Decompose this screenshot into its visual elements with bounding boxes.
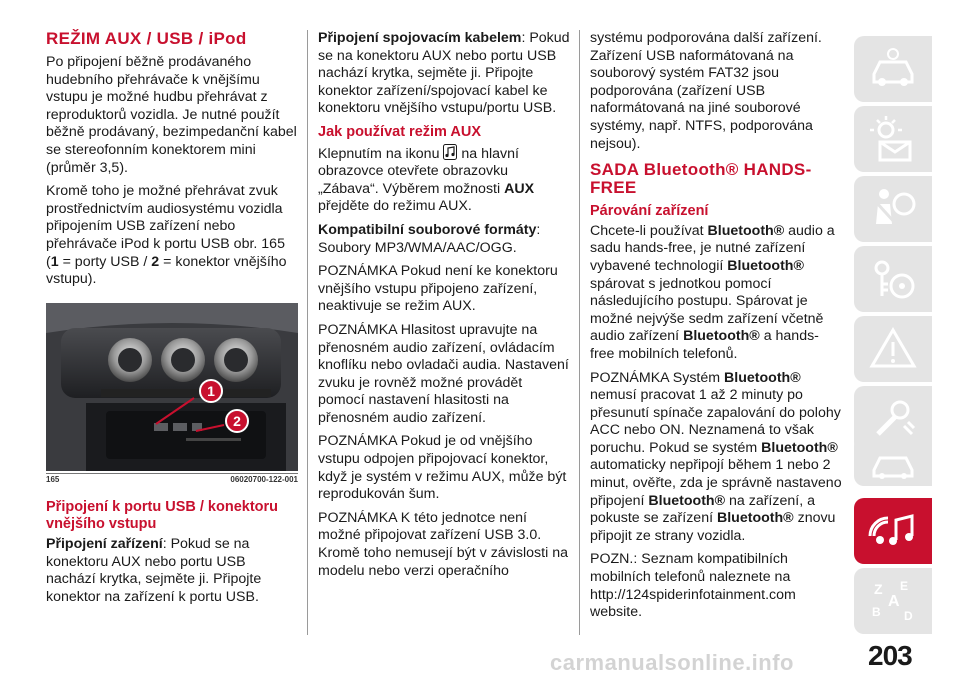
hazard-triangle-icon [866, 324, 920, 374]
car-data-icon [866, 444, 920, 484]
paragraph: Po připojení běžně prodávaného hudebního přehrávače k vnějšímu vstupu je možné hudbu přehrávat z reproduktorů vozidla. Je nutné použít běžně prodávaný, bezimpedanční kabel se stereofonním konektorem mini (průměr 3,5). [46, 54, 297, 176]
section-heading-aux-usb: REŽIM AUX / USB / iPod [46, 29, 247, 48]
paragraph: Klepnutím na ikonu na hlavní obrazovce otevřete obrazovku „Zábava“. Výběrem možnosti AUX přejděte do režimu AUX. [318, 145, 535, 215]
subheading-how-to-use-aux: Jak používat režim AUX [318, 123, 482, 140]
svg-text:Z: Z [874, 581, 883, 597]
tab-index[interactable] [854, 568, 932, 634]
usb-port-shape [154, 423, 168, 431]
figure-usb-aux-ports [46, 303, 298, 471]
marker-1-label: 1 [207, 382, 215, 399]
section-heading-bluetooth: SADA Bluetooth® HANDS-FREE [590, 160, 812, 198]
seatbelt-airbag-icon [866, 184, 920, 234]
paragraph: Připojení spojovacím kabelem: Pokud se na konektoru AUX nebo portu USB nachází krytka, sejměte ji. Připojte konektor zařízení/spojovací kabel ke konektoru vnějšího vstupu/portu USB. [318, 30, 570, 117]
paragraph: systému podporována další zařízení. Zařízení USB naformátovaná na souborový systém FAT32 jsou podporována (zařízení USB naformátovaná na jiné souborové systémy, např. NTFS, podporována nejsou). [590, 30, 822, 152]
dashboard-photo-illustration [46, 303, 298, 471]
subheading-usb-aux-connection: Připojení k portu USB / konektoru vnějšího vstupu [46, 498, 279, 533]
tab-multimedia[interactable] [854, 498, 932, 564]
tab-starting-driving[interactable] [854, 246, 932, 312]
column-divider [579, 30, 580, 635]
note: POZNÁMKA K této jednotce není možné připojovat zařízení USB 3.0. Kromě toho nemusejí být v závislosti na modelu nebo verzi operačního [318, 509, 568, 579]
note: POZNÁMKA Hlasitost upravujte na přenosném audio zařízení, ovládacím knoflíku nebo ovladači audia. Nastavení zvuku je rovněž možné provádět pomocí nastavení hlasitosti na přenosném audio zařízení. [318, 321, 569, 426]
index-letters-icon [866, 576, 920, 626]
column-2 [318, 30, 570, 586]
svg-text:B: B [872, 605, 881, 619]
column-3 [590, 30, 842, 628]
multimedia-music-icon [866, 506, 920, 556]
tab-warning-lights[interactable] [854, 106, 932, 172]
figure-code: 06020700-122-001 [230, 474, 298, 484]
car-info-icon [866, 44, 920, 94]
note: POZNÁMKA Pokud není ke konektoru vnějšího vstupu připojeno zařízení, neaktivuje se režim AUX. [318, 263, 558, 315]
warning-lights-icon [866, 114, 920, 164]
subheading-pairing: Párování zařízení [590, 203, 709, 220]
column-divider [307, 30, 308, 635]
tab-technical-data[interactable] [854, 436, 932, 486]
marker-2-label: 2 [233, 412, 241, 429]
figure-caption [46, 473, 298, 485]
note: POZN.: Seznam kompatibilních mobilních telefonů naleznete na http://124spiderinfotainment.com website. [590, 551, 796, 621]
column-1 [46, 30, 298, 612]
paragraph: Připojení zařízení: Pokud se na konektoru AUX nebo portu USB nachází krytka, sejměte ji. Připojte konektor na zařízení k portu USB. [46, 535, 262, 605]
tab-safety[interactable] [854, 176, 932, 242]
paragraph: Kompatibilní souborové formáty: Soubory MP3/WMA/AAC/OGG. [318, 221, 541, 256]
page-number: 203 [868, 640, 912, 671]
note: POZNÁMKA Systém Bluetooth® nemusí pracovat 1 až 2 minuty po přesunutí spínače zapalování do polohy ACC nebo ON. Neznamená to však poruchu. Pokud se systém Bluetooth® automaticky nepřipojí během 1 nebo 2 minut, ověřte, zda je správně nastaveno připojení Bluetooth® na zařízení, a pokuste se zařízení Bluetooth® znovu připojit ze strany vozidla. [590, 369, 842, 544]
svg-text:A: A [888, 593, 900, 610]
paragraph: Kromě toho je možné přehrávat zvuk prostřednictvím audiosystému vozidla připojením USB zařízení nebo přehrávače iPod k portu USB obr. 165 (1 = porty USB / 2 = konektor vnějšího vstupu). [46, 183, 287, 288]
svg-text:E: E [900, 579, 909, 593]
usb-port-shape [173, 423, 187, 431]
tab-emergency[interactable] [854, 316, 932, 382]
figure-number: 165 [46, 474, 60, 484]
music-note-icon [443, 144, 457, 160]
watermark: carmanualsonline.info [550, 650, 794, 675]
note: POZNÁMKA Pokud je od vnějšího vstupu odpojen připojovací konektor, když je systém v režimu AUX, může být reprodukován šum. [318, 433, 567, 503]
steering-key-icon [866, 254, 920, 304]
svg-text:D: D [904, 609, 913, 623]
tab-car-info[interactable] [854, 36, 932, 102]
paragraph: Chcete-li používat Bluetooth® audio a sadu hands-free, je nutné zařízení vybavené technologií Bluetooth® spárovat s jednotkou pomocí následujícího postupu. Spárovat je možné nejvýše sedm zařízení včetně audio zařízení Bluetooth® a hands-free mobilních telefonů. [590, 222, 835, 362]
